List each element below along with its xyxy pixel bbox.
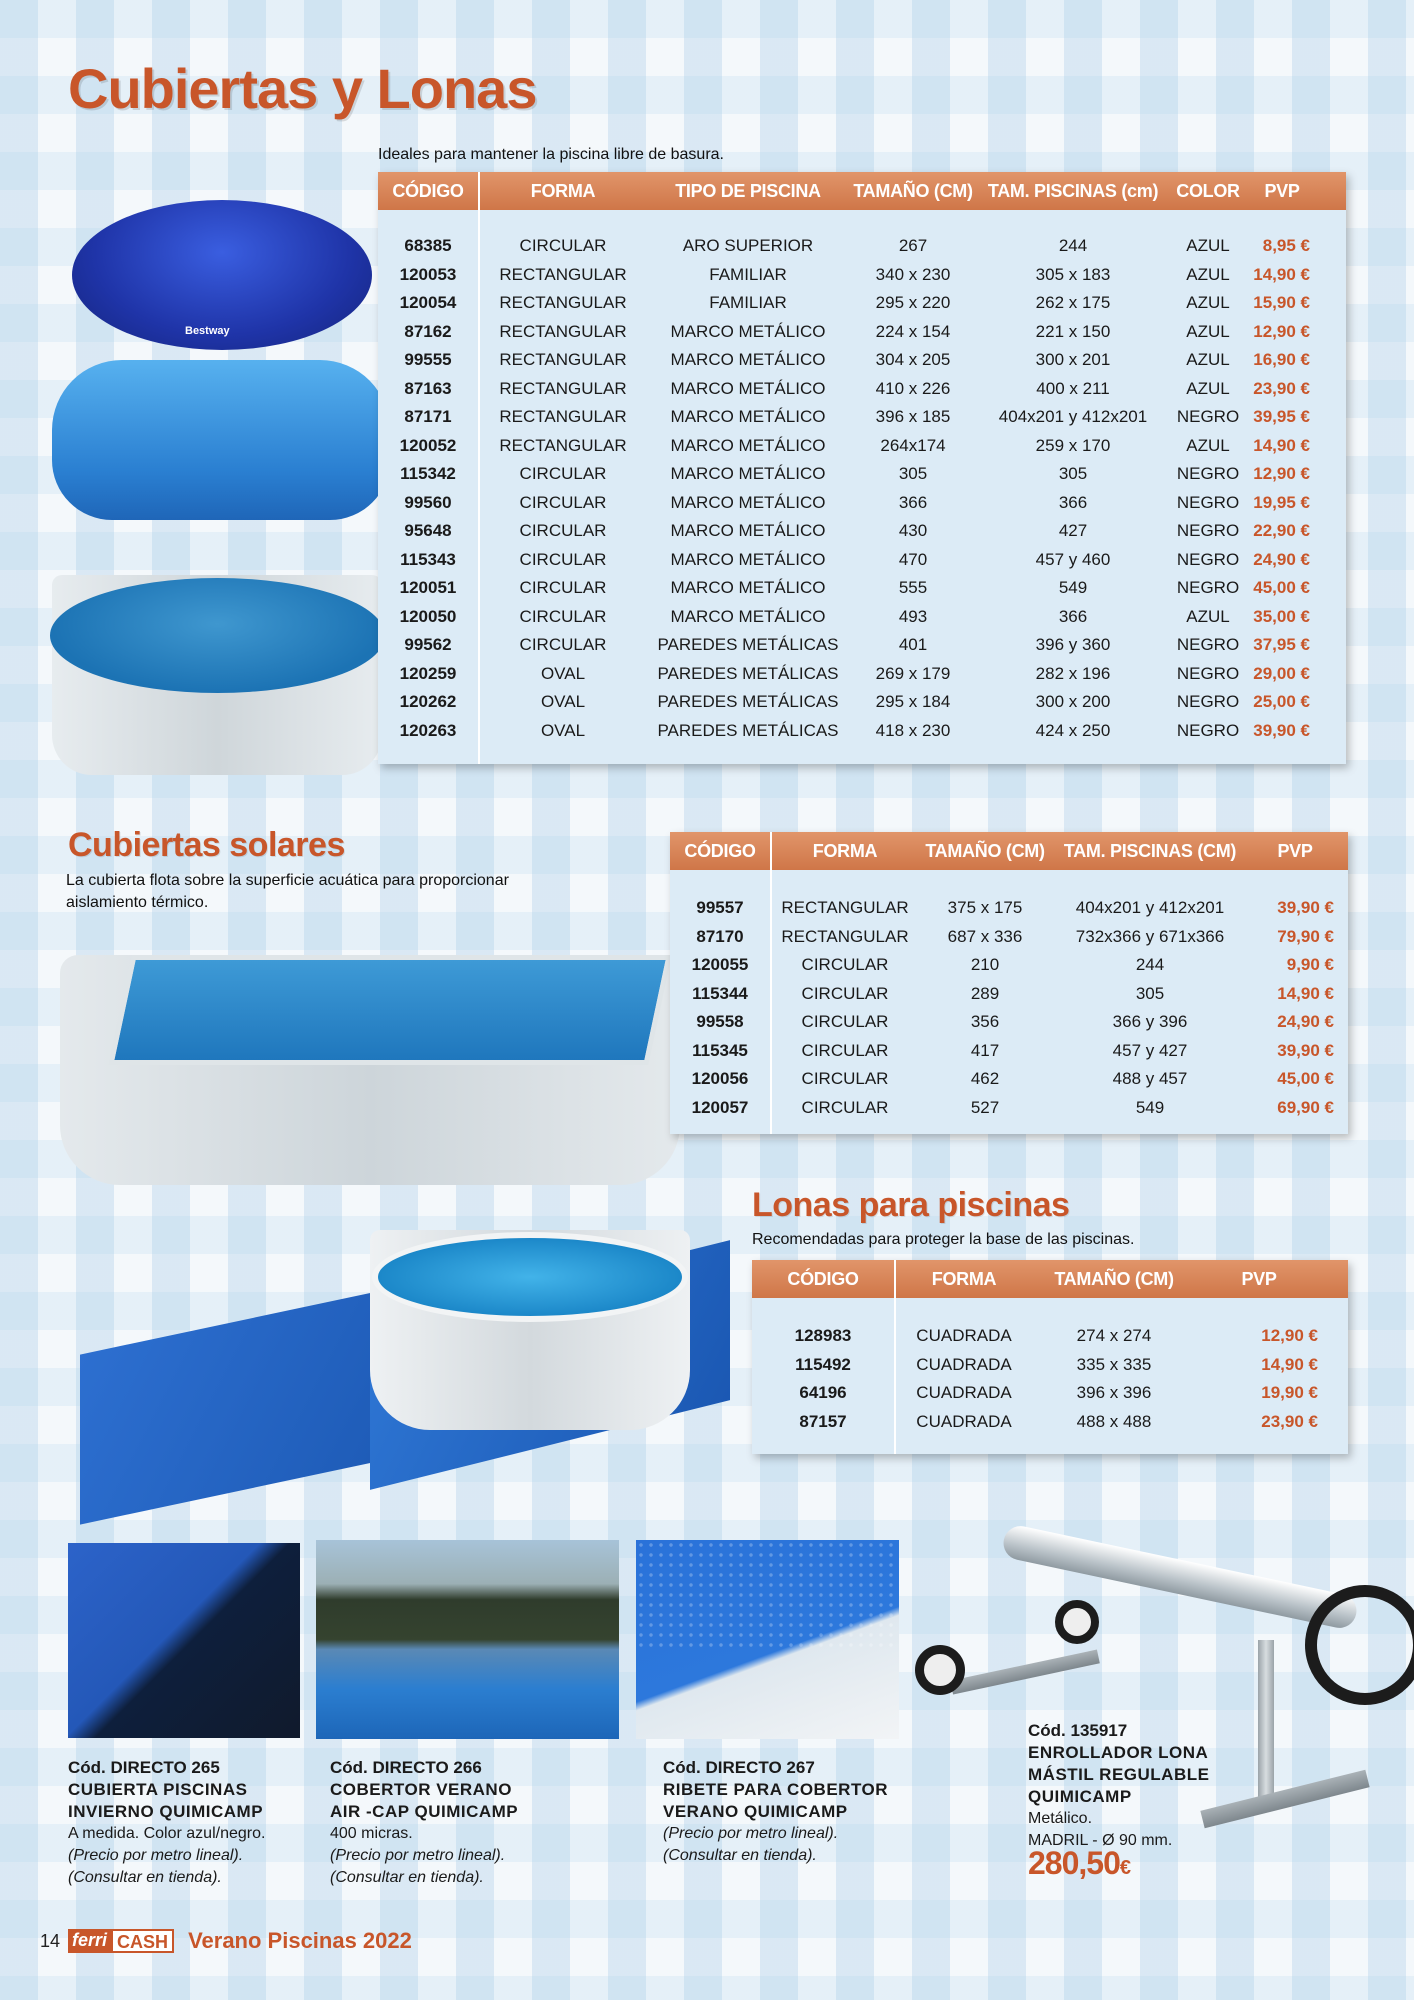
table-row [378,546,1346,575]
table-row [378,517,1346,546]
table-cell: CUADRADA [916,1383,1012,1403]
table-cell: 470 [898,549,928,569]
table-cell: 305 [898,464,928,484]
roller-arm-image [950,1650,1100,1695]
solar-covers-subtitle: La cubierta flota sobre la superficie acuática para proporcionar aislamiento térmico. [66,872,509,911]
table-cell: AZUL [1186,350,1230,370]
col-forma: FORMA [931,1268,997,1289]
table-cell: MARCO METÁLICO [670,350,826,370]
table-cell: 366 [1058,606,1088,626]
table-row [378,375,1346,404]
cell-code: 99557 [696,898,744,918]
table-cell: MARCO METÁLICO [670,321,826,341]
octagonal-pool-water [372,1232,688,1322]
table-cell: 274 x 274 [1076,1326,1152,1346]
table-row [378,232,1346,261]
table-row [378,318,1346,347]
table-cell: 549 [1135,1097,1165,1117]
cell-code: 120051 [399,578,457,598]
solar-covers-title: Cubiertas solares [68,826,345,864]
table-row [378,489,1346,518]
roller-handwheel-image [1305,1585,1414,1705]
table-cell: 300 x 201 [1035,350,1111,370]
table-cell: 401 [898,635,928,655]
table-cell: NEGRO [1176,635,1240,655]
table-row [752,1322,1348,1351]
table-row [670,894,1348,923]
table-cell: 400 x 211 [1036,378,1110,398]
cell-price: 24,90 € [1277,1012,1334,1032]
table-cell: 295 x 220 [875,293,951,313]
page-number: 14 [40,1930,61,1951]
cell-price: 39,90 € [1277,1040,1334,1060]
product-note: (Precio por metro lineal). [330,1847,506,1864]
cell-code: 120055 [691,955,749,975]
table-cell: NEGRO [1176,578,1240,598]
table-cell: OVAL [540,720,586,740]
table-cell: AZUL [1186,236,1230,256]
table-row [670,951,1348,980]
table-cell: RECTANGULAR [499,407,627,427]
cell-price: 39,95 € [1253,407,1310,427]
product-name: INVIERNO QUIMICAMP [68,1802,264,1821]
cell-code: 87163 [404,378,452,398]
table-cell: PAREDES METÁLICAS [657,663,839,683]
liners-table-body [752,1322,1348,1436]
table-row [378,631,1346,660]
table-cell: RECTANGULAR [499,264,627,284]
table-cell: 267 [898,236,928,256]
table-cell: 404x201 y 412x201 [998,407,1148,427]
table-cell: 305 [1058,464,1088,484]
table-cell: 488 x 488 [1076,1411,1152,1431]
col-tamano: TAMAÑO (CM) [853,180,973,201]
product-code: Cód. DIRECTO 267 [663,1758,815,1777]
table-cell: CIRCULAR [519,635,607,655]
table-cell: 404x201 y 412x201 [1075,898,1225,918]
cell-price: 24,90 € [1253,549,1310,569]
table-cell: 732x366 y 671x366 [1075,926,1225,946]
price-value: 280,50 [1028,1845,1120,1881]
table-cell: MARCO METÁLICO [670,521,826,541]
table-cell: RECTANGULAR [499,435,627,455]
table-row [752,1408,1348,1437]
product-name: RIBETE PARA COBERTOR [663,1780,889,1799]
table-cell: CUADRADA [916,1411,1012,1431]
cell-price: 23,90 € [1253,378,1310,398]
roller-wheel-image [915,1645,965,1695]
col-codigo: CÓDIGO [684,840,756,861]
cell-price: 14,90 € [1253,435,1310,455]
cell-price: 39,90 € [1277,898,1334,918]
col-pvp: PVP [1241,1268,1277,1289]
table-cell: NEGRO [1176,492,1240,512]
product-name: AIR -CAP QUIMICAMP [330,1802,519,1821]
cell-code: 115344 [692,983,748,1003]
liners-table [752,1260,1348,1454]
table-cell: NEGRO [1176,407,1240,427]
table-cell: RECTANGULAR [499,350,627,370]
table-cell: MARCO METÁLICO [670,578,826,598]
product-code: Cód. 135917 [1028,1721,1128,1740]
table-cell: 282 x 196 [1035,663,1111,683]
table-row [670,923,1348,952]
cell-price: 12,90 € [1253,321,1310,341]
cell-code: 120262 [399,692,457,712]
product-code: Cód. DIRECTO 265 [68,1758,220,1777]
table-cell: 410 x 226 [875,378,951,398]
roller-foot-image [1200,1770,1369,1829]
cell-code: 120053 [399,264,457,284]
table-cell: 375 x 175 [947,898,1023,918]
cell-code: 115342 [400,464,456,484]
table-cell: 396 x 396 [1076,1383,1152,1403]
pool-brand-label: Bestway [185,325,230,337]
table-cell: MARCO METÁLICO [670,606,826,626]
table-cell: 366 [1058,492,1088,512]
table-cell: CIRCULAR [519,549,607,569]
cell-code: 87170 [696,926,744,946]
cell-code: 120057 [691,1097,749,1117]
table-row [670,1037,1348,1066]
cell-code: 115492 [795,1354,851,1374]
table-cell: CUADRADA [916,1326,1012,1346]
table-cell: 264x174 [880,435,946,455]
table-row [378,261,1346,290]
product-note: (Consultar en tienda). [663,1847,817,1864]
table-cell: 305 x 183 [1035,264,1111,284]
cell-code: 120052 [399,435,457,455]
product-price [1028,1845,1209,1881]
col-codigo: CÓDIGO [392,180,464,201]
col-pvp: PVP [1277,840,1313,861]
cell-code: 99555 [404,350,452,370]
table-row [670,1065,1348,1094]
table-cell: FAMILIAR [709,264,787,284]
table-cell: 224 x 154 [875,321,951,341]
cell-price: 12,90 € [1261,1326,1318,1346]
col-forma: FORMA [812,840,878,861]
cell-price: 29,00 € [1253,663,1310,683]
product-note: (Consultar en tienda). [330,1869,484,1886]
cell-price: 35,00 € [1253,606,1310,626]
product-name: MÁSTIL REGULABLE [1028,1765,1210,1784]
table-cell: CIRCULAR [801,955,889,975]
table-cell: NEGRO [1176,521,1240,541]
cell-code: 115345 [692,1040,748,1060]
table-cell: 396 x 185 [875,407,951,427]
table-cell: 493 [898,606,928,626]
cell-code: 120050 [399,606,457,626]
covers-table [378,172,1346,764]
cell-price: 39,90 € [1253,720,1310,740]
rectangular-pool-cover-image [52,360,390,520]
col-tamano: TAMAÑO (CM) [1054,1268,1174,1289]
table-row [378,460,1346,489]
product-desc: MADRIL - Ø 90 mm. [1028,1832,1173,1849]
table-cell: MARCO METÁLICO [670,435,826,455]
solar-pool-cover-image [108,955,671,1065]
table-cell: 289 [970,983,1000,1003]
table-row [752,1379,1348,1408]
cell-price: 45,00 € [1277,1069,1334,1089]
table-cell: 305 [1135,983,1165,1003]
covers-table-body [378,232,1346,745]
table-cell: 555 [898,578,928,598]
table-cell: CIRCULAR [519,578,607,598]
cell-code: 99562 [404,635,452,655]
product-name: CUBIERTA PISCINAS [68,1780,248,1799]
table-row [378,688,1346,717]
col-forma: FORMA [530,180,596,201]
table-cell: 457 y 427 [1112,1040,1188,1060]
table-cell: CIRCULAR [801,983,889,1003]
table-cell: CIRCULAR [519,236,607,256]
table-cell: 488 y 457 [1112,1069,1188,1089]
cell-price: 12,90 € [1253,464,1310,484]
cell-code: 99560 [404,492,452,512]
table-row [378,403,1346,432]
table-cell: NEGRO [1176,663,1240,683]
col-codigo: CÓDIGO [787,1268,859,1289]
table-cell: 335 x 335 [1076,1354,1152,1374]
table-cell: 430 [898,521,928,541]
table-cell: NEGRO [1176,720,1240,740]
table-cell: 340 x 230 [875,264,951,284]
roller-wheel-image-2 [1055,1600,1099,1644]
table-row [378,660,1346,689]
table-cell: 221 x 150 [1035,321,1111,341]
ferricash-logo [68,1929,174,1953]
product-cover-trim [663,1757,888,1867]
cell-price: 15,90 € [1253,293,1310,313]
table-cell: 366 y 396 [1112,1012,1188,1032]
product-name: VERANO QUIMICAMP [663,1802,848,1821]
table-cell: OVAL [540,692,586,712]
cell-code: 115343 [400,549,456,569]
table-row [378,603,1346,632]
cell-code: 120056 [691,1069,749,1089]
table-row [670,1008,1348,1037]
table-cell: CIRCULAR [801,1040,889,1060]
table-cell: PAREDES METÁLICAS [657,692,839,712]
cell-code: 120054 [399,293,457,313]
product-winter-cover [68,1757,265,1889]
cell-price: 14,90 € [1277,983,1334,1003]
cell-price: 23,90 € [1261,1411,1318,1431]
cell-code: 87171 [404,407,452,427]
table-cell: CIRCULAR [801,1012,889,1032]
cell-price: 14,90 € [1253,264,1310,284]
table-cell: 262 x 175 [1035,293,1111,313]
logo-part-b: CASH [111,1929,174,1953]
table-cell: 356 [970,1012,1000,1032]
table-row [670,1094,1348,1123]
table-cell: RECTANGULAR [781,926,909,946]
table-cell: CIRCULAR [801,1097,889,1117]
table-cell: 269 x 179 [875,663,951,683]
table-cell: CIRCULAR [801,1069,889,1089]
product-code: Cód. DIRECTO 266 [330,1758,482,1777]
logo-part-a: ferri [68,1929,111,1953]
table-cell: 417 [970,1040,1000,1060]
table-cell: 244 [1058,236,1088,256]
page-title: Cubiertas y Lonas [68,57,537,120]
cell-price: 37,95 € [1253,635,1310,655]
solar-table [670,832,1348,1134]
table-row [752,1351,1348,1380]
product-note: (Precio por metro lineal). [68,1847,244,1864]
cell-price: 16,90 € [1253,350,1310,370]
table-cell: 295 x 184 [875,692,951,712]
table-cell: MARCO METÁLICO [670,492,826,512]
table-cell: 418 x 230 [875,720,951,740]
cell-price: 8,95 € [1262,236,1310,256]
table-cell: PAREDES METÁLICAS [657,635,839,655]
table-cell: AZUL [1186,378,1230,398]
product-desc: 400 micras. [330,1825,413,1842]
product-name: ENROLLADOR LONA [1028,1743,1209,1762]
catalog-title: Verano Piscinas 2022 [188,1928,412,1953]
table-cell: RECTANGULAR [781,898,909,918]
table-cell: MARCO METÁLICO [670,464,826,484]
roller-post-image [1258,1640,1274,1810]
table-cell: 304 x 205 [875,350,951,370]
table-cell: NEGRO [1176,692,1240,712]
product-name: COBERTOR VERANO [330,1780,512,1799]
col-tam-piscinas: TAM. PISCINAS (CM) [1063,840,1237,861]
cell-price: 14,90 € [1261,1354,1318,1374]
table-cell: AZUL [1186,321,1230,341]
winter-cover-photo [68,1543,300,1738]
table-cell: 210 [970,955,1000,975]
solar-table-body [670,894,1348,1122]
product-note: (Precio por metro lineal). [663,1825,839,1842]
table-cell: MARCO METÁLICO [670,407,826,427]
table-row [670,980,1348,1009]
cell-price: 9,90 € [1286,955,1334,975]
col-tam-piscinas: TAM. PISCINAS (cm) [987,180,1159,201]
table-cell: PAREDES METÁLICAS [657,720,839,740]
table-cell: MARCO METÁLICO [670,378,826,398]
table-row [378,289,1346,318]
page-footer [40,1928,412,1954]
table-cell: 424 x 250 [1035,720,1111,740]
cell-code: 64196 [799,1383,847,1403]
cell-price: 69,90 € [1277,1097,1334,1117]
table-cell: RECTANGULAR [499,378,627,398]
pool-liners-subtitle: Recomendadas para proteger la base de las piscinas. [752,1231,1135,1248]
table-cell: 300 x 200 [1035,692,1111,712]
table-cell: NEGRO [1176,549,1240,569]
table-cell: 457 y 460 [1035,549,1111,569]
table-cell: CIRCULAR [519,606,607,626]
col-pvp: PVP [1264,180,1300,201]
covers-table-header [378,172,1346,210]
table-cell: AZUL [1186,435,1230,455]
table-cell: CIRCULAR [519,521,607,541]
table-cell: RECTANGULAR [499,321,627,341]
table-cell: 687 x 336 [947,926,1023,946]
table-cell: MARCO METÁLICO [670,549,826,569]
table-cell: 366 [898,492,928,512]
table-cell: CIRCULAR [519,492,607,512]
cell-code: 120263 [399,720,457,740]
col-color: COLOR [1176,180,1240,201]
table-row [378,574,1346,603]
cell-code: 120259 [399,663,457,683]
table-cell: ARO SUPERIOR [682,236,814,256]
product-summer-cover [330,1757,518,1889]
cell-code: 95648 [404,521,452,541]
table-cell: 396 y 360 [1035,635,1111,655]
price-currency: € [1119,1857,1130,1879]
table-cell: 527 [970,1097,1000,1117]
table-cell: 244 [1135,955,1165,975]
cover-trim-photo [636,1540,899,1739]
cell-price: 25,00 € [1253,692,1310,712]
col-tamano: TAMAÑO (CM) [925,840,1045,861]
table-cell: AZUL [1186,264,1230,284]
roller-tube-image [1000,1523,1359,1631]
pool-liners-title: Lonas para piscinas [752,1186,1070,1224]
cell-code: 68385 [404,236,452,256]
cell-price: 22,90 € [1253,521,1310,541]
cell-code: 87162 [404,321,452,341]
col-tipo: TIPO DE PISCINA [675,180,821,201]
table-cell: AZUL [1186,606,1230,626]
frame-pool-cover-image [50,578,385,693]
table-cell: AZUL [1186,293,1230,313]
table-row [378,432,1346,461]
product-desc: A medida. Color azul/negro. [68,1825,266,1842]
table-cell: RECTANGULAR [499,293,627,313]
product-note: (Consultar en tienda). [68,1869,222,1886]
table-cell: FAMILIAR [709,293,787,313]
table-cell: 259 x 170 [1035,435,1111,455]
table-cell: 427 [1058,521,1088,541]
cell-code: 87157 [799,1411,847,1431]
product-name: QUIMICAMP [1028,1787,1132,1806]
cell-price: 19,95 € [1253,492,1310,512]
cell-price: 19,90 € [1261,1383,1318,1403]
table-cell: OVAL [540,663,586,683]
summer-cover-photo [316,1540,619,1739]
table-cell: 462 [970,1069,1000,1089]
cell-price: 79,90 € [1277,926,1334,946]
product-cover-roller [1028,1720,1209,1879]
product-desc: Metálico. [1028,1810,1093,1827]
cell-code: 128983 [794,1326,852,1346]
cell-code: 99558 [696,1012,744,1032]
section1-subtitle: Ideales para mantener la piscina libre de basura. [378,146,724,163]
table-cell: CIRCULAR [519,464,607,484]
table-row [378,346,1346,375]
cell-price: 45,00 € [1253,578,1310,598]
table-cell: 549 [1058,578,1088,598]
table-row [378,717,1346,746]
table-cell: CUADRADA [916,1354,1012,1374]
table-cell: NEGRO [1176,464,1240,484]
liners-table-header [752,1260,1348,1298]
